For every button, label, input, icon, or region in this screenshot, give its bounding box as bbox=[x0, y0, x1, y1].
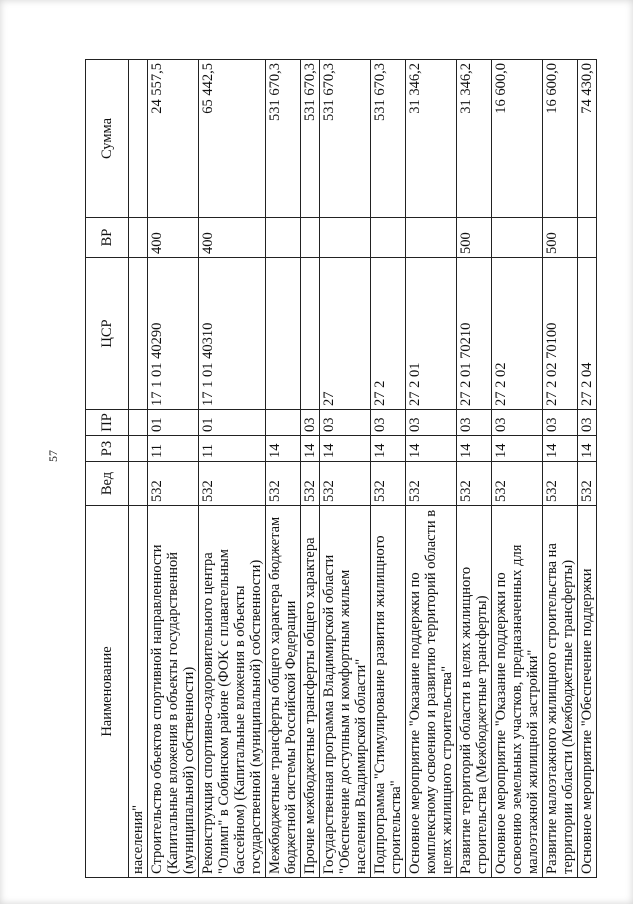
cell-csr: 27 2 02 70100 bbox=[543, 258, 578, 410]
cell-ved: 532 bbox=[578, 462, 597, 506]
cell-ved: 532 bbox=[266, 462, 301, 506]
cell-rz: 14 bbox=[371, 436, 406, 462]
table-row bbox=[406, 60, 457, 878]
header-name: Наименование bbox=[86, 506, 129, 878]
cell-sum: 531 670,3 bbox=[266, 60, 301, 218]
cell-name: Реконструкция спортивно-оздоровительного центра "Олимп" в Собинском районе (ФОК с плавательным бассейном) (Капитальные вложения в объекты государственной (муниципальной) собственности) bbox=[199, 506, 266, 878]
cell-ved: 532 bbox=[301, 462, 320, 506]
header-sum: Сумма bbox=[86, 60, 129, 218]
cell-sum: 16 600,0 bbox=[492, 60, 543, 218]
table-row bbox=[129, 60, 148, 878]
cell-vr bbox=[301, 218, 320, 258]
cell-rz: 11 bbox=[199, 436, 266, 462]
cell-ved: 532 bbox=[406, 462, 457, 506]
cell-rz: 11 bbox=[148, 436, 199, 462]
cell-pr bbox=[129, 410, 148, 436]
cell-rz: 14 bbox=[266, 436, 301, 462]
table-row bbox=[457, 60, 492, 878]
cell-pr: 03 bbox=[492, 410, 543, 436]
cell-csr: 27 2 01 70210 bbox=[457, 258, 492, 410]
cell-vr bbox=[371, 218, 406, 258]
cell-pr: 01 bbox=[199, 410, 266, 436]
cell-ved bbox=[129, 462, 148, 506]
cell-ved: 532 bbox=[320, 462, 371, 506]
cell-vr bbox=[492, 218, 543, 258]
cell-name: Строительство объектов спортивной направленности (Капитальные вложения в объекты государственной (муниципальной) собственности) bbox=[148, 506, 199, 878]
table-row bbox=[301, 60, 320, 878]
cell-name: населения" bbox=[129, 506, 148, 878]
table-header-row bbox=[86, 60, 129, 878]
cell-pr: 03 bbox=[457, 410, 492, 436]
header-ved: Вед bbox=[86, 462, 129, 506]
cell-vr: 500 bbox=[457, 218, 492, 258]
cell-rz: 14 bbox=[320, 436, 371, 462]
cell-name: Развитие малоэтажного жилищного строительства на территории области (Межбюджетные трансферты) bbox=[543, 506, 578, 878]
cell-sum: 31 346,2 bbox=[457, 60, 492, 218]
cell-pr bbox=[266, 410, 301, 436]
cell-pr: 03 bbox=[578, 410, 597, 436]
cell-vr bbox=[129, 218, 148, 258]
cell-csr bbox=[266, 258, 301, 410]
table-row bbox=[371, 60, 406, 878]
header-pr: ПР bbox=[86, 410, 129, 436]
cell-vr: 400 bbox=[199, 218, 266, 258]
page-number: 57 bbox=[46, 450, 60, 462]
cell-csr: 27 2 bbox=[371, 258, 406, 410]
cell-rz: 14 bbox=[543, 436, 578, 462]
cell-rz: 14 bbox=[578, 436, 597, 462]
cell-csr: 27 2 02 bbox=[492, 258, 543, 410]
cell-csr: 17 1 01 40310 bbox=[199, 258, 266, 410]
cell-vr: 400 bbox=[148, 218, 199, 258]
table-row bbox=[492, 60, 543, 878]
cell-pr: 03 bbox=[371, 410, 406, 436]
cell-sum: 531 670,3 bbox=[371, 60, 406, 218]
cell-rz: 14 bbox=[301, 436, 320, 462]
cell-name: Основное мероприятие "Оказание поддержки по освоению земельных участков, предназначенных для малоэтажной жилищной застройки" bbox=[492, 506, 543, 878]
cell-ved: 532 bbox=[371, 462, 406, 506]
cell-sum: 531 670,3 bbox=[301, 60, 320, 218]
cell-sum: 65 442,5 bbox=[199, 60, 266, 218]
cell-ved: 532 bbox=[199, 462, 266, 506]
cell-vr: 500 bbox=[543, 218, 578, 258]
cell-ved: 532 bbox=[148, 462, 199, 506]
cell-pr: 03 bbox=[301, 410, 320, 436]
table-row bbox=[266, 60, 301, 878]
cell-sum: 16 600,0 bbox=[543, 60, 578, 218]
rotated-table-container bbox=[85, 60, 595, 878]
header-csr: ЦСР bbox=[86, 258, 129, 410]
cell-pr: 03 bbox=[406, 410, 457, 436]
cell-pr: 03 bbox=[543, 410, 578, 436]
cell-rz bbox=[129, 436, 148, 462]
cell-name: Основное мероприятие "Обеспечение поддержки bbox=[578, 506, 597, 878]
cell-vr bbox=[578, 218, 597, 258]
cell-sum: 531 670,3 bbox=[320, 60, 371, 218]
cell-csr: 27 2 04 bbox=[578, 258, 597, 410]
cell-name: Подпрограмма "Стимулирование развития жилищного строительства" bbox=[371, 506, 406, 878]
cell-ved: 532 bbox=[543, 462, 578, 506]
cell-vr bbox=[266, 218, 301, 258]
cell-pr: 01 bbox=[148, 410, 199, 436]
cell-sum: 24 557,5 bbox=[148, 60, 199, 218]
table-row bbox=[578, 60, 597, 878]
cell-ved: 532 bbox=[457, 462, 492, 506]
cell-sum bbox=[129, 60, 148, 218]
table-row bbox=[148, 60, 199, 878]
cell-name: Межбюджетные трансферты общего характера бюджетам бюджетной системы Российской Федерации bbox=[266, 506, 301, 878]
header-rz: РЗ bbox=[86, 436, 129, 462]
cell-vr bbox=[320, 218, 371, 258]
cell-name: Прочие межбюджетные трансферты общего характера bbox=[301, 506, 320, 878]
cell-csr bbox=[301, 258, 320, 410]
cell-csr: 17 1 01 40290 bbox=[148, 258, 199, 410]
cell-csr: 27 2 01 bbox=[406, 258, 457, 410]
table-row bbox=[543, 60, 578, 878]
cell-rz: 14 bbox=[492, 436, 543, 462]
cell-name: Основное мероприятие "Оказание поддержки по комплексному освоению и развитию территорий области в целях жилищного строительства" bbox=[406, 506, 457, 878]
header-vr: ВР bbox=[86, 218, 129, 258]
cell-rz: 14 bbox=[406, 436, 457, 462]
cell-ved: 532 bbox=[492, 462, 543, 506]
cell-csr bbox=[129, 258, 148, 410]
cell-sum: 74 430,0 bbox=[578, 60, 597, 218]
table-row bbox=[320, 60, 371, 878]
cell-name: Государственная программа Владимирской области "Обеспечение доступным и комфортным жильем населения Владимирской области" bbox=[320, 506, 371, 878]
table-row bbox=[199, 60, 266, 878]
cell-name: Развитие территорий области в целях жилищного строительства (Межбюджетные трансферты) bbox=[457, 506, 492, 878]
cell-sum: 31 346,2 bbox=[406, 60, 457, 218]
cell-pr: 03 bbox=[320, 410, 371, 436]
budget-table bbox=[85, 59, 597, 878]
cell-csr: 27 bbox=[320, 258, 371, 410]
cell-vr bbox=[406, 218, 457, 258]
cell-rz: 14 bbox=[457, 436, 492, 462]
